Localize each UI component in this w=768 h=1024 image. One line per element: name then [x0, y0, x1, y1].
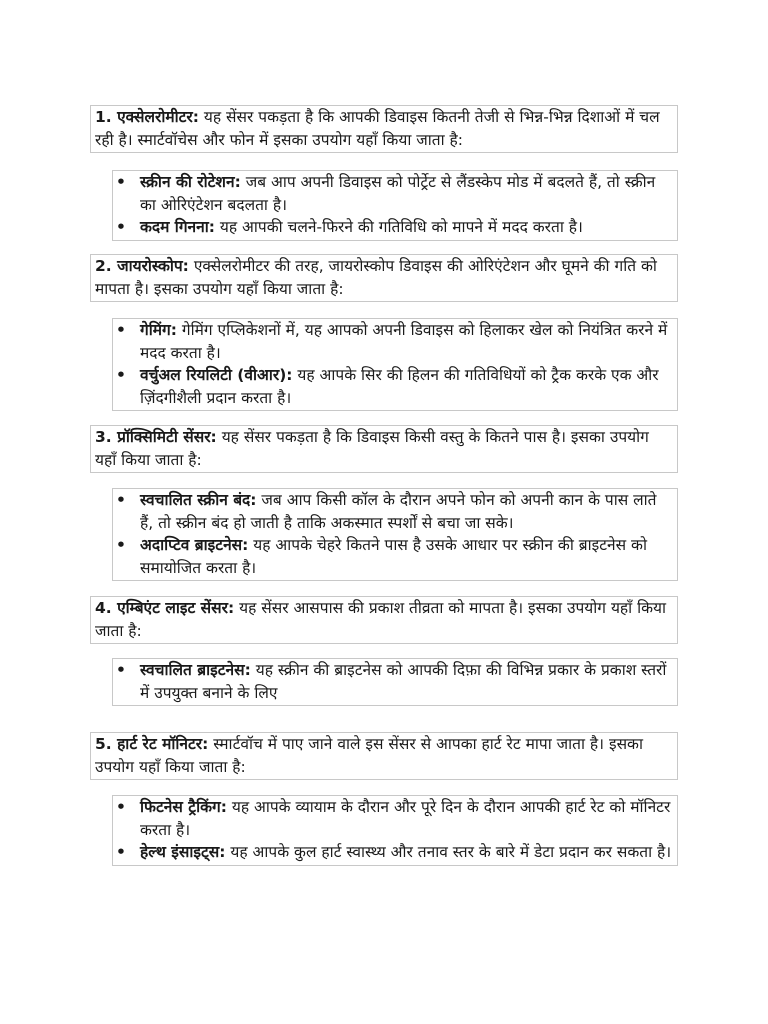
item-description: जब आप किसी कॉल के दौरान अपने फोन को अपनी कान के पास लाते हैं, तो स्क्रीन बंद हो जाती है ताकि अकस्मात स्पर्शों से बचा जा सके। [140, 491, 657, 532]
list-item [140, 364, 673, 409]
list-item [140, 489, 673, 534]
section-4-list [112, 658, 678, 706]
list-item [140, 534, 673, 579]
item-description: यह स्क्रीन की ब्राइटनेस को आपकी दिफ़ा की विभिन्न प्रकार के प्रकाश स्तरों में उपयुक्त बनाने के लिए [140, 661, 667, 702]
item-term: वर्चुअल रियलिटी (वीआर): [140, 366, 293, 384]
list-item [140, 319, 673, 364]
item-description: गेमिंग एप्लिकेशनों में, यह आपको अपनी डिवाइस को हिलाकर खेल को नियंत्रित करने में मदद करता है। [140, 321, 668, 362]
item-term: गेमिंग: [140, 321, 177, 339]
section-text: एक्सेलरोमीटर की तरह, जायरोस्कोप डिवाइस की ओरिएंटेशन और घूमने की गति को मापता है। इसका उपयोग यहाँ किया जाता है: [95, 257, 657, 298]
section-5-paragraph [90, 732, 678, 780]
section-heading: 1. एक्सेलरोमीटर: [95, 108, 199, 126]
item-term: फिटनेस ट्रैकिंग: [140, 798, 227, 816]
section-heading: 5. हार्ट रेट मॉनिटर: [95, 735, 209, 753]
item-description: यह आपके व्यायाम के दौरान और पूरे दिन के दौरान आपकी हार्ट रेट को मॉनिटर करता है। [140, 798, 671, 839]
section-5-list [112, 795, 678, 866]
section-heading: 4. एम्बिएंट लाइट सेंसर: [95, 599, 235, 617]
section-text: स्मार्टवॉच में पाए जाने वाले इस सेंसर से आपका हार्ट रेट मापा जाता है। इसका उपयोग यहाँ किया जाता है: [95, 735, 643, 776]
list-item [140, 796, 673, 841]
item-description: यह आपके चेहरे कितने पास है उसके आधार पर स्क्रीन की ब्राइटनेस को समायोजित करता है। [140, 536, 647, 577]
section-2-list [112, 318, 678, 411]
list-item [140, 171, 673, 216]
section-heading: 3. प्रॉक्सिमिटी सेंसर: [95, 428, 217, 446]
section-text: यह सेंसर आसपास की प्रकाश तीव्रता को मापता है। इसका उपयोग यहाँ किया जाता है: [95, 599, 667, 640]
item-term: स्वचालित ब्राइटनेस: [140, 661, 251, 679]
section-1-paragraph [90, 105, 678, 153]
item-term: अदाप्टिव ब्राइटनेस: [140, 536, 249, 554]
item-description: यह आपके सिर की हिलन की गतिविधियों को ट्रैक करके एक और ज़िंदगीशैली प्रदान करता है। [140, 366, 659, 407]
section-1-list [112, 170, 678, 241]
section-text: यह सेंसर पकड़ता है कि आपकी डिवाइस कितनी तेजी से भिन्न-भिन्न दिशाओं में चल रही है। स्मार्टवॉचेस और फोन में इसका उपयोग यहाँ किया जाता है: [95, 108, 660, 149]
item-description: जब आप अपनी डिवाइस को पोर्ट्रेट से लैंडस्केप मोड में बदलते हैं, तो स्क्रीन का ओरिएंटेशन बदलता है। [140, 173, 656, 214]
item-description: यह आपकी चलने-फिरने की गतिविधि को मापने में मदद करता है। [214, 218, 583, 236]
section-heading: 2. जायरोस्कोप: [95, 257, 189, 275]
section-text: यह सेंसर पकड़ता है कि डिवाइस किसी वस्तु के कितने पास है। इसका उपयोग यहाँ किया जाता है: [95, 428, 649, 469]
item-term: स्वचालित स्क्रीन बंद: [140, 491, 257, 509]
section-2-paragraph [90, 254, 678, 302]
item-term: स्क्रीन की रोटेशन: [140, 173, 241, 191]
list-item [140, 659, 673, 704]
list-item [140, 216, 673, 239]
item-term: हेल्थ इंसाइट्स: [140, 843, 226, 861]
item-description: यह आपके कुल हार्ट स्वास्थ्य और तनाव स्तर के बारे में डेटा प्रदान कर सकता है। [225, 843, 672, 861]
section-4-paragraph [90, 596, 678, 644]
section-3-paragraph [90, 425, 678, 473]
section-3-list [112, 488, 678, 581]
list-item [140, 841, 673, 864]
item-term: कदम गिनना: [140, 218, 215, 236]
